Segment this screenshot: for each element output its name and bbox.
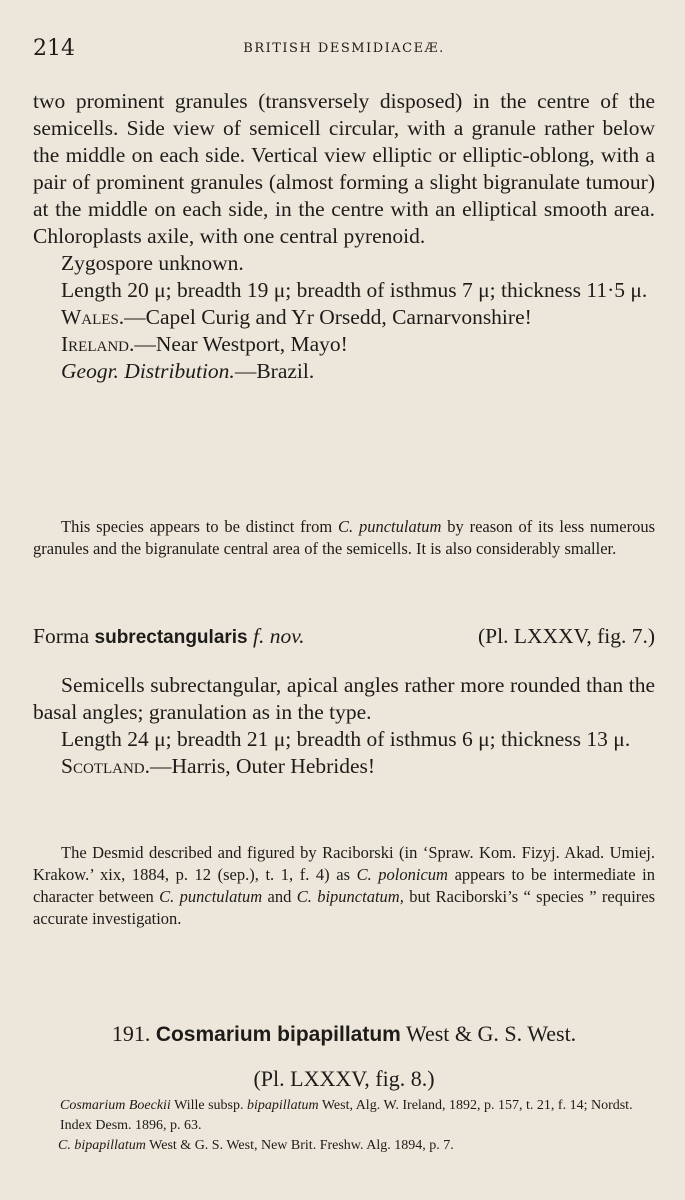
locality-text: —Capel Curig and Yr Orsedd, Carnarvonshire! — [124, 305, 532, 329]
note-text: and — [262, 887, 297, 906]
description-paragraph: Semicells subrectangular, apical angles rather more rounded than the basal angles; granulation as in the type. — [33, 673, 655, 724]
note-text: The Desmid described and figured by Raciborski (in ‘Spraw. Kom. Fizyj. Akad. Umiej. Krakow.’ xix, 1884, p. 12 (sep.), t. 1, f. 4) as — [33, 843, 655, 884]
dimensions-line: Length 20 μ; breadth 19 μ; breadth of isthmus 7 μ; thickness 11·5 μ. — [61, 278, 648, 302]
page-header — [33, 36, 655, 62]
distribution-text: —Brazil. — [234, 359, 315, 383]
taxon-name: bipapillatum — [247, 1098, 319, 1113]
remark-note — [33, 516, 655, 560]
locality-wales — [33, 304, 655, 331]
locality-text: —Harris, Outer Hebrides! — [150, 754, 376, 778]
note-text: appears to be intermediate in character between — [33, 865, 656, 906]
description-paragraph: two prominent granules (transversely disposed) in the centre of the semicells. Side view of semicell circular, with a granule rather below the middle on each side. Vertical view elliptic or elliptic-oblong, with a pair of prominent granules (almost forming a slight bigranulate tumour) at the middle on each side, in the centre with an elliptical smooth area. Chloroplasts axile, with one central pyrenoid. — [33, 89, 655, 248]
species-name: Cosmarium bipapillatum — [155, 1023, 401, 1046]
note-text: but Raciborski’s “ species ” requires accurate investigation. — [33, 887, 656, 928]
taxon-name: Cosmarium Boeckii — [60, 1098, 171, 1113]
species-name: C. punctulatum — [159, 887, 263, 906]
forma-heading — [33, 624, 655, 649]
forma-prefix: Forma — [33, 624, 95, 648]
plate-reference: (Pl. LXXXV, fig. 7.) — [478, 624, 655, 648]
forma-suffix: f. nov. — [247, 624, 305, 648]
synonymy-references — [60, 1096, 658, 1156]
species-name: C. punctulatum — [338, 517, 442, 536]
species-name: C. polonicum — [356, 865, 448, 884]
geographic-distribution — [33, 358, 655, 385]
species-name: C. bipunctatum, — [296, 887, 404, 906]
species-authority: West & G. S. West. — [400, 1021, 577, 1046]
locality-text: —Near Westport, Mayo! — [134, 332, 348, 356]
dimensions-line: Length 24 μ; breadth 21 μ; breadth of isthmus 6 μ; thickness 13 μ. — [61, 727, 631, 751]
species-description-block — [33, 88, 655, 385]
note-text: This species appears to be distinct from — [61, 517, 339, 536]
forma-name: subrectangularis — [94, 627, 248, 648]
species-heading — [33, 1012, 655, 1101]
distribution-label: Geogr. Distribution. — [61, 359, 235, 383]
species-number: 191. — [111, 1021, 151, 1046]
locality-label: Wales. — [61, 305, 125, 329]
locality-label: Scotland. — [61, 754, 150, 778]
plate-reference: (Pl. LXXXV, fig. 8.) — [253, 1066, 435, 1091]
locality-ireland — [33, 331, 655, 358]
zygospore-line: Zygospore unknown. — [61, 251, 244, 275]
reference-line: C. bipapillatum West & G. S. West, New Brit. Freshw. Alg. 1894, p. 7. — [58, 1138, 454, 1153]
note-text: by reason of its less numerous granules and the bigranulate central area of the semicells. It is also considerably smaller. — [33, 517, 656, 558]
taxon-name: C. bipapillatum — [58, 1138, 146, 1153]
remark-note — [33, 842, 655, 930]
page-number: 214 — [33, 36, 75, 61]
reference-line: Cosmarium Boeckii Wille subsp. bipapillatum West, Alg. W. Ireland, 1892, p. 157, t. 21, f. 14; Nordst. Index Desm. 1896, p. 63. — [60, 1098, 633, 1133]
locality-scotland — [33, 753, 655, 780]
forma-description-block — [33, 672, 655, 780]
running-head: BRITISH DESMIDIACEÆ. — [243, 41, 445, 56]
locality-label: Ireland. — [61, 332, 135, 356]
